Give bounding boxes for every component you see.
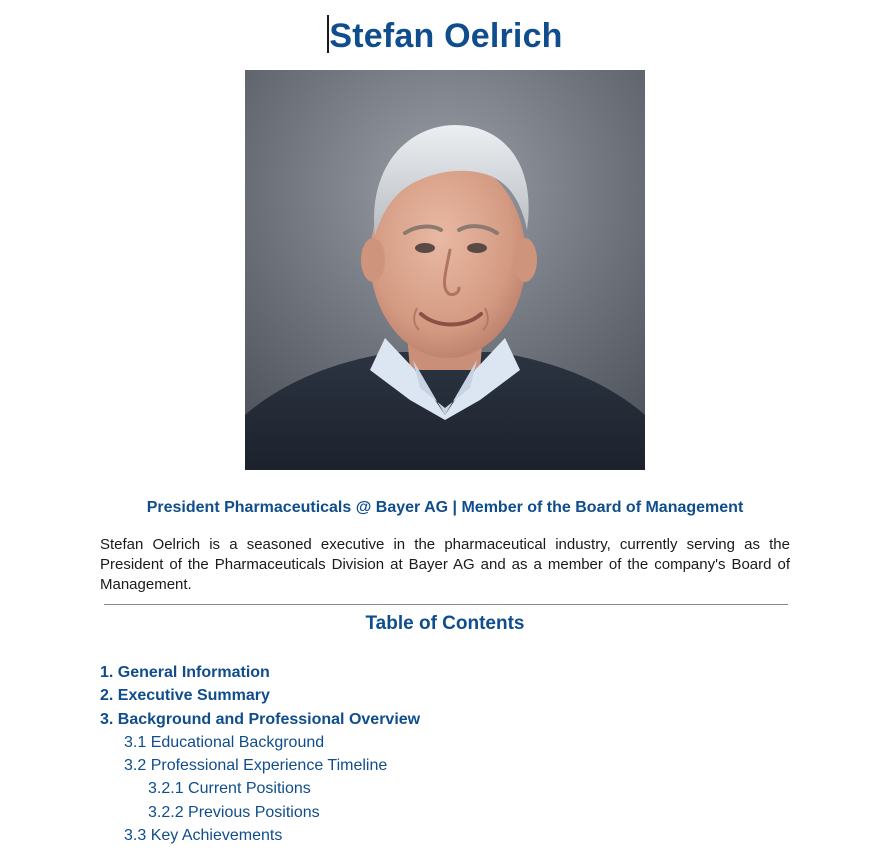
toc-item-professional-experience-timeline[interactable]: 3.2 Professional Experience Timeline xyxy=(124,757,388,775)
toc-item-executive-summary[interactable]: 2. Executive Summary xyxy=(100,687,270,705)
toc-item-current-positions[interactable]: 3.2.1 Current Positions xyxy=(148,780,311,798)
section-divider xyxy=(104,604,788,605)
portrait-image xyxy=(245,70,645,470)
toc-item-educational-background[interactable]: 3.1 Educational Background xyxy=(124,733,325,751)
portrait-illustration xyxy=(245,70,645,470)
toc-item-key-achievements[interactable]: 3.3 Key Achievements xyxy=(124,827,283,845)
toc-item-background-professional-overview[interactable]: 3. Background and Professional Overview xyxy=(100,710,421,728)
table-of-contents xyxy=(100,661,800,847)
page-title xyxy=(0,14,874,58)
toc-heading: Table of Contents xyxy=(365,613,525,634)
page-title-text: Stefan Oelrich xyxy=(329,17,563,55)
toc-item-general-information[interactable]: 1. General Information xyxy=(100,664,270,681)
toc-item-previous-positions[interactable]: 3.2.2 Previous Positions xyxy=(148,803,320,821)
intro-paragraph: Stefan Oelrich is a seasoned executive in the pharmaceutical industry, currently serving as the President of the Pharmaceuticals Division at Bayer AG and as a member of the company's Board of Management. xyxy=(100,536,790,593)
subtitle: President Pharmaceuticals @ Bayer AG | Member of the Board of Management xyxy=(146,499,744,516)
